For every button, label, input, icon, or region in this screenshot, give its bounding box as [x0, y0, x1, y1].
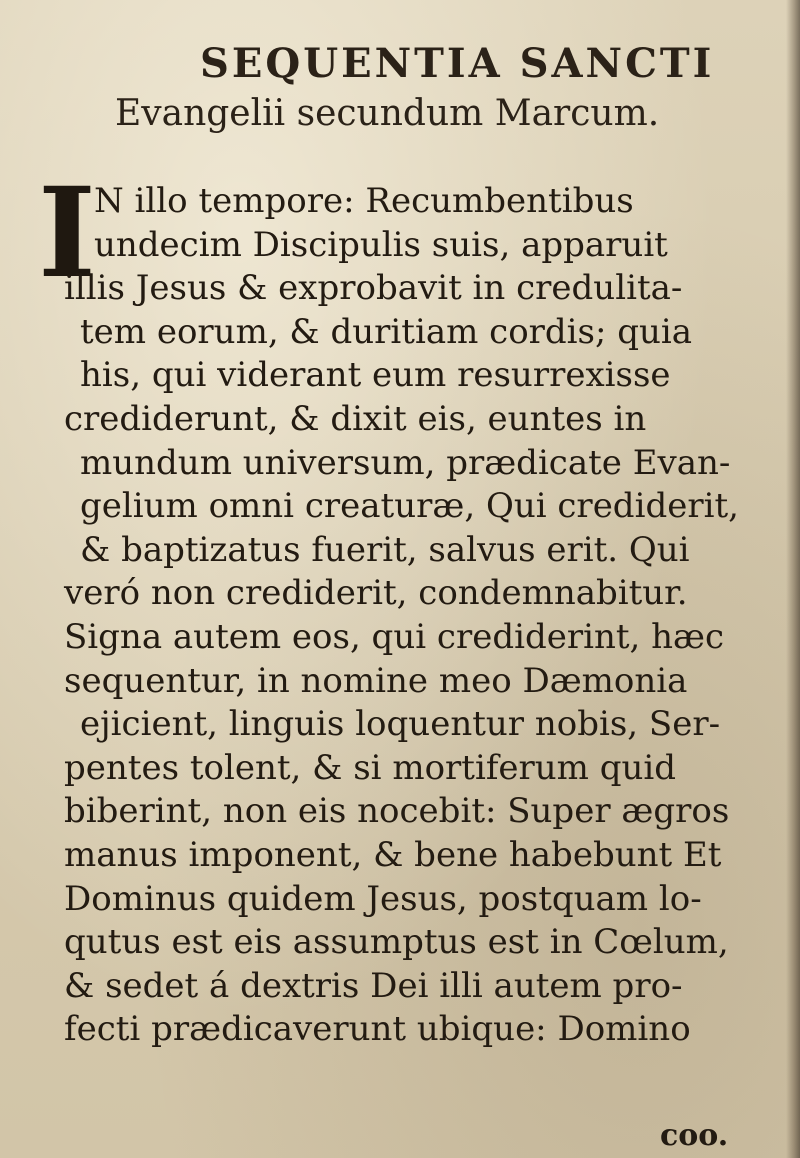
drop-cap: I — [38, 161, 97, 306]
text-line: undecim Discipulis suis, apparuit — [94, 224, 668, 265]
text-line: N illo tempore: Recumbentibus — [94, 181, 634, 221]
catchword: coo. — [660, 1118, 729, 1153]
page-subheading: Evangelii secundum Marcum. — [115, 93, 660, 134]
text-line: gelium omni creaturæ, Qui crediderit, — [80, 486, 739, 527]
text-line: biberint, non eis nocebit: Super ægros — [64, 791, 730, 832]
text-line: fecti prædicaverunt ubique: Domino — [64, 1009, 691, 1050]
text-line: mundum universum, prædicate Evan- — [80, 442, 731, 483]
text-line: manus imponent, & bene habebunt Et — [64, 834, 722, 875]
text-line: Signa autem eos, qui crediderint, hæc — [64, 616, 725, 657]
text-line: pentes tolent, & si mortiferum quid — [64, 747, 677, 788]
text-line: qutus est eis assumptus est in Cœlum, — [64, 922, 729, 963]
text-line: tem eorum, & duritiam cordis; quia — [80, 311, 693, 352]
text-line: illis Jesus & exprobavit in credulita- — [64, 268, 683, 309]
text-line: sequentur, in nomine meo Dæmonia — [64, 660, 688, 701]
text-line: & baptizatus fuerit, salvus erit. Qui — [80, 529, 690, 570]
page-heading: SEQUENTIA SANCTI — [200, 40, 715, 87]
text-line: ejicient, linguis loquentur nobis, Ser- — [80, 704, 721, 745]
text-line: & sedet á dextris Dei illi autem pro- — [64, 965, 683, 1006]
text-line: his, qui viderant eum resurrexisse — [80, 355, 671, 396]
text-line: crediderunt, & dixit eis, euntes in — [64, 398, 647, 439]
body-text — [42, 180, 800, 1052]
text-line: Dominus quidem Jesus, postquam lo- — [64, 878, 702, 919]
text-line: veró non crediderit, condemnabitur. — [64, 573, 688, 614]
